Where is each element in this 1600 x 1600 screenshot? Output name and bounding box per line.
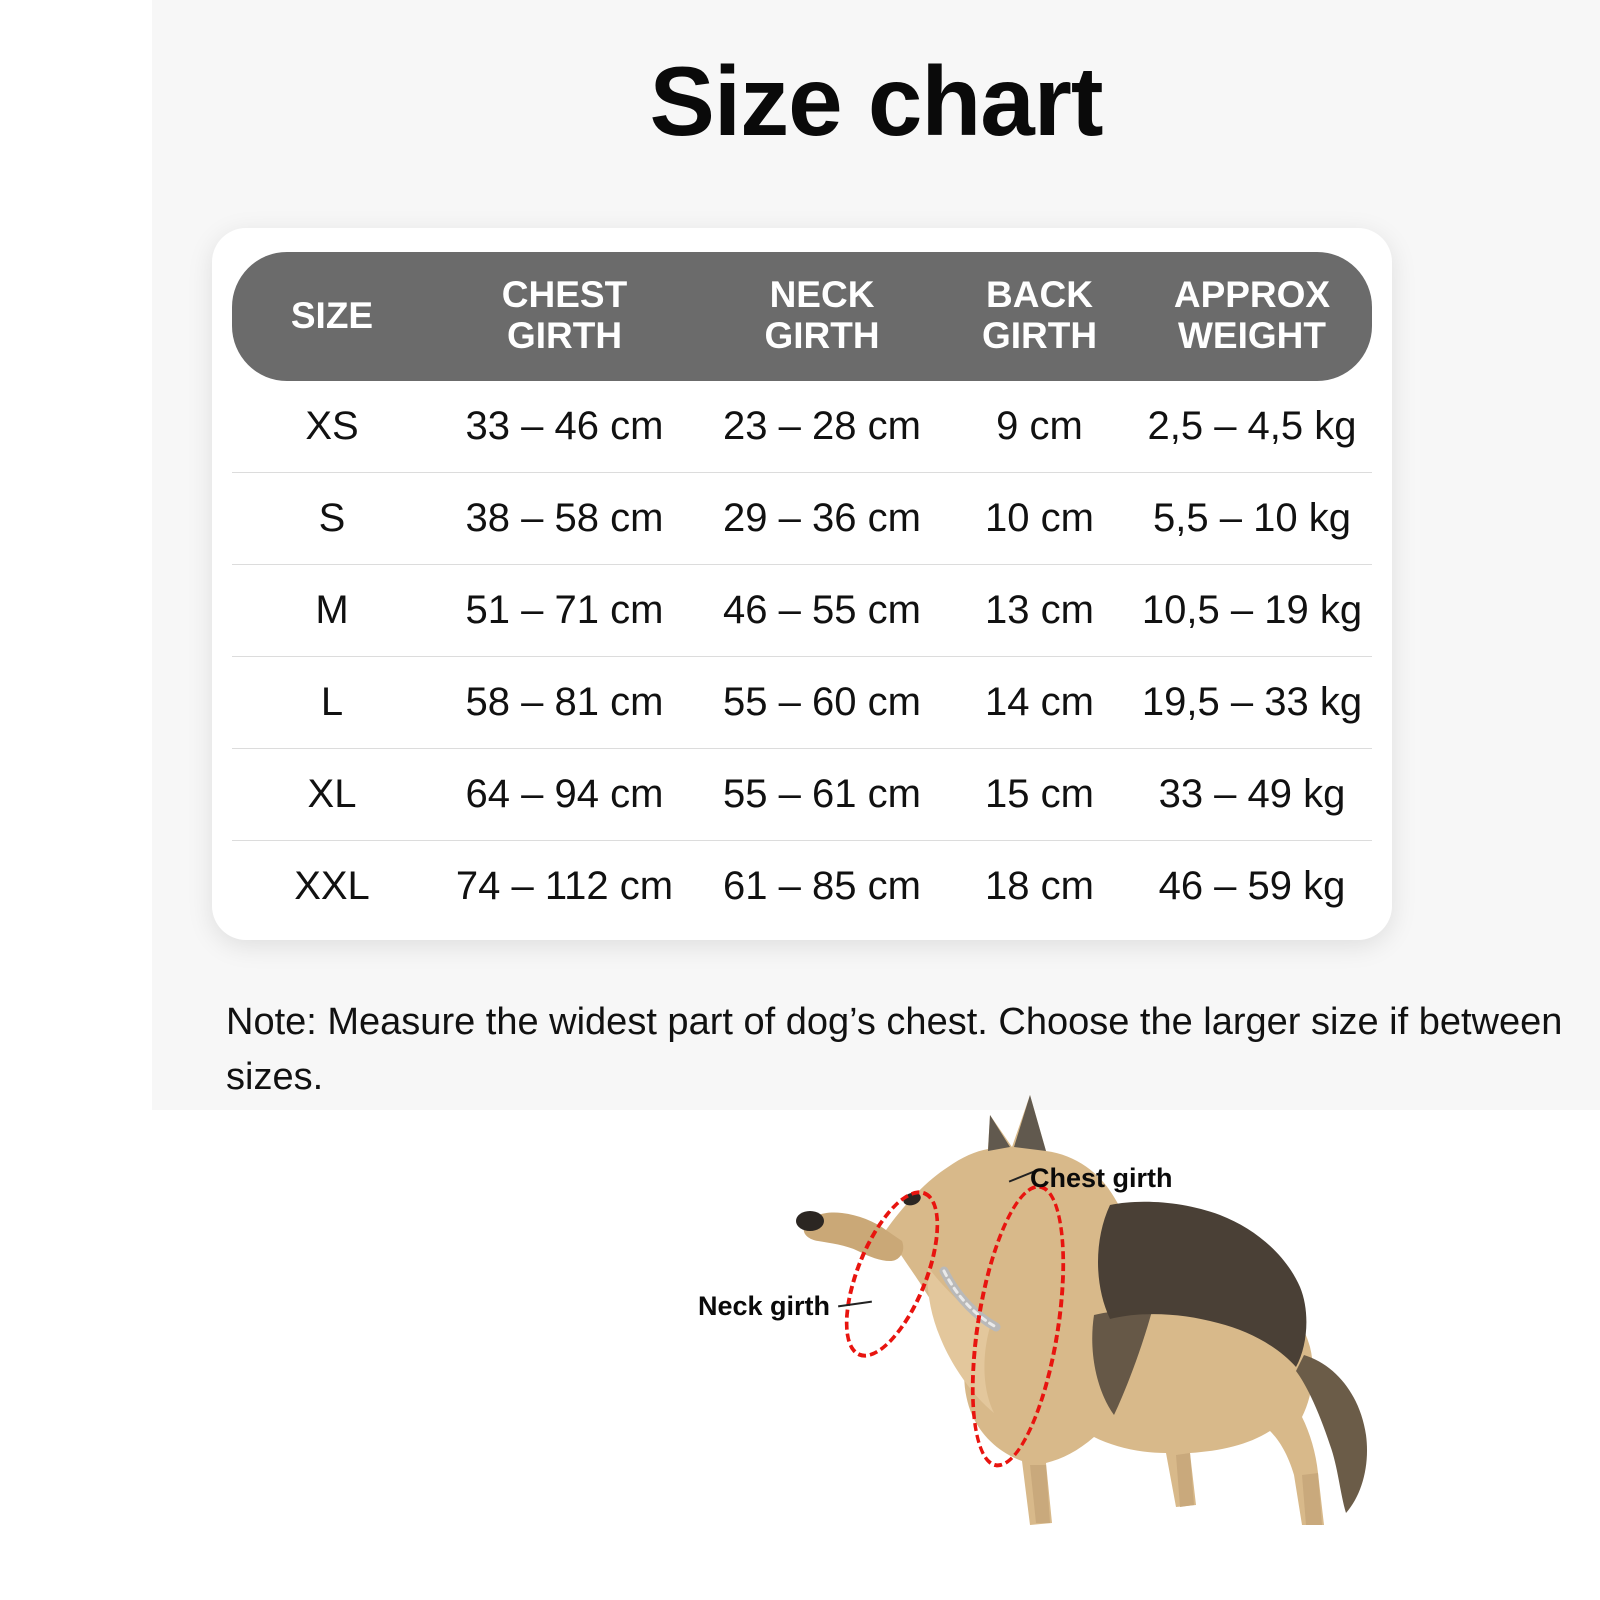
- table-header: [232, 252, 1372, 381]
- cell-neck: 55 – 60 cm: [697, 656, 947, 748]
- table-body: [232, 381, 1372, 932]
- header-size: [232, 252, 432, 381]
- header-chest-girth: [432, 252, 697, 381]
- table-row: [232, 472, 1372, 564]
- cell-size: XL: [232, 748, 432, 840]
- cell-size: XS: [232, 381, 432, 473]
- cell-weight: 19,5 – 33 kg: [1132, 656, 1372, 748]
- cell-weight: 5,5 – 10 kg: [1132, 472, 1372, 564]
- cell-size: M: [232, 564, 432, 656]
- cell-back: 13 cm: [947, 564, 1132, 656]
- cell-weight: 2,5 – 4,5 kg: [1132, 381, 1372, 473]
- cell-chest: 33 – 46 cm: [432, 381, 697, 473]
- header-weight-line1: APPROX: [1173, 274, 1331, 315]
- cell-chest: 74 – 112 cm: [455, 863, 674, 908]
- header-approx-weight: [1132, 252, 1372, 381]
- header-weight-line2: WEIGHT: [1178, 315, 1326, 357]
- size-table: [232, 252, 1372, 932]
- cell-neck: 61 – 85 cm: [723, 863, 921, 908]
- neck-girth-label: Neck girth: [698, 1291, 831, 1321]
- table-row: [232, 840, 1372, 932]
- table-row: [232, 564, 1372, 656]
- cell-chest: 58 – 81 cm: [432, 656, 697, 748]
- cell-back: 14 cm: [947, 656, 1132, 748]
- cell-weight: 10,5 – 19 kg: [1132, 564, 1372, 656]
- dog-diagram: [690, 1055, 1390, 1600]
- table-row: [232, 381, 1372, 473]
- page-title: Size chart: [649, 46, 1103, 156]
- table-row: [232, 656, 1372, 748]
- table-header-row: [232, 252, 1372, 381]
- table-row: [232, 748, 1372, 840]
- cell-size: XXL: [294, 863, 370, 908]
- cell-neck: 23 – 28 cm: [697, 381, 947, 473]
- cell-size: L: [232, 656, 432, 748]
- header-neck-girth: [697, 252, 947, 381]
- cell-back: 15 cm: [947, 748, 1132, 840]
- cell-neck: 46 – 55 cm: [697, 564, 947, 656]
- measurement-note: Note: Measure the widest part of dog’s chest. Choose the larger size if between sizes.: [226, 1001, 1563, 1099]
- header-back-line1: BACK: [986, 274, 1093, 315]
- cell-neck: 55 – 61 cm: [697, 748, 947, 840]
- header-chest-line2: GIRTH: [506, 315, 623, 357]
- cell-neck: 29 – 36 cm: [697, 472, 947, 564]
- header-chest-line1: CHEST: [501, 274, 628, 315]
- header-back-girth: [947, 252, 1132, 381]
- cell-back: 10 cm: [947, 472, 1132, 564]
- cell-back: 9 cm: [947, 381, 1132, 473]
- header-neck-line2: GIRTH: [764, 315, 880, 357]
- cell-weight: 46 – 59 kg: [1158, 863, 1346, 908]
- dog-illustration-icon: [690, 1055, 1390, 1600]
- header-neck-line1: NECK: [769, 274, 875, 315]
- cell-size: S: [232, 472, 432, 564]
- cell-chest: 51 – 71 cm: [432, 564, 697, 656]
- cell-chest: 64 – 94 cm: [432, 748, 697, 840]
- chest-girth-label: Chest girth: [1030, 1163, 1173, 1193]
- cell-weight: 33 – 49 kg: [1132, 748, 1372, 840]
- cell-back: 18 cm: [985, 863, 1094, 908]
- header-back-line2: GIRTH: [981, 315, 1098, 357]
- cell-chest: 38 – 58 cm: [432, 472, 697, 564]
- header-size-line1: SIZE: [290, 294, 374, 336]
